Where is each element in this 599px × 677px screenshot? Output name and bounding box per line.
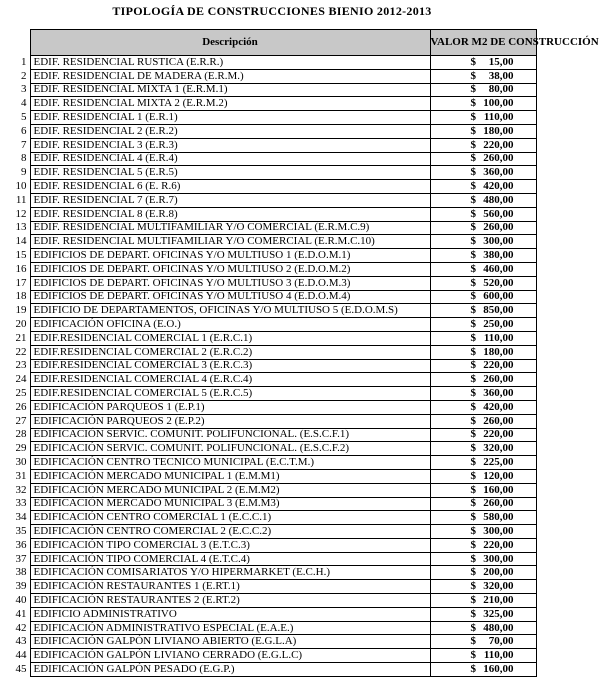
row-number: 45: [15, 662, 27, 675]
row-number: 29: [15, 442, 27, 455]
table-row: [0, 621, 536, 635]
table-row: [0, 469, 536, 483]
row-value-cell: [430, 635, 536, 649]
table-row: [0, 193, 536, 207]
currency-symbol: $: [470, 221, 476, 234]
table-row: [0, 428, 536, 442]
row-value-cell: [430, 400, 536, 414]
row-description: EDIFICACIÓN MERCADO MUNICIPAL 1 (E.M.M1): [30, 469, 430, 483]
currency-symbol: $: [470, 566, 476, 579]
currency-symbol: $: [470, 621, 476, 634]
row-description: EDIFICIOS DE DEPART. OFICINAS Y/O MULTIUSO 3 (E.D.O.M.3): [30, 276, 430, 290]
row-number: 23: [15, 359, 27, 372]
row-number: 7: [21, 138, 27, 151]
document-title: TIPOLOGÍA DE CONSTRUCCIONES BIENIO 2012-2013: [112, 4, 432, 18]
row-description: EDIF. RESIDENCIAL 7 (E.R.7): [30, 193, 430, 207]
row-value: 325,00: [483, 607, 514, 620]
currency-symbol: $: [470, 414, 476, 427]
row-description: EDIFICACIÓN PARQUEOS 2 (E.P.2): [30, 414, 430, 428]
row-value: 480,00: [483, 621, 514, 634]
currency-symbol: $: [470, 635, 476, 648]
row-number: 33: [15, 497, 27, 510]
table-row: [0, 607, 536, 621]
row-value: 220,00: [483, 359, 514, 372]
row-value: 260,00: [483, 414, 514, 427]
row-value: 220,00: [483, 138, 514, 151]
row-number: 10: [15, 180, 27, 193]
table-row: [0, 414, 536, 428]
row-value-cell: [430, 456, 536, 470]
table-row: [0, 304, 536, 318]
row-number: 36: [15, 538, 27, 551]
table-row: [0, 580, 536, 594]
currency-symbol: $: [470, 276, 476, 289]
currency-symbol: $: [470, 124, 476, 137]
currency-symbol: $: [470, 428, 476, 441]
row-description: EDIFICIOS DE DEPART. OFICINAS Y/O MULTIUSO 1 (E.D.O.M.1): [30, 249, 430, 263]
row-description: EDIF. RESIDENCIAL 3 (E.R.3): [30, 138, 430, 152]
row-value-cell: [430, 152, 536, 166]
row-value: 210,00: [483, 593, 514, 606]
row-value: 38,00: [488, 69, 514, 82]
row-value: 420,00: [483, 180, 514, 193]
row-number: 5: [21, 111, 27, 124]
row-description: EDIFICACIÓN CENTRO TECNICO MUNICIPAL (E.C.T.M.): [30, 456, 430, 470]
table-row: [0, 387, 536, 401]
row-value: 260,00: [483, 221, 514, 234]
row-number: 18: [15, 290, 27, 303]
table-row: [0, 152, 536, 166]
row-value: 600,00: [483, 290, 514, 303]
table-row: [0, 207, 536, 221]
row-description: EDIF.RESIDENCIAL COMERCIAL 2 (E.R.C.2): [30, 345, 430, 359]
row-number: 19: [15, 304, 27, 317]
row-description: EDIFICACIÓN RESTAURANTES 1 (E.RT.1): [30, 580, 430, 594]
row-description: EDIF. RESIDENCIAL MULTIFAMILIAR Y/O COMERCIAL (E.R.M.C.10): [30, 235, 430, 249]
row-description: EDIF. RESIDENCIAL 2 (E.R.2): [30, 124, 430, 138]
row-description: EDIFICACIÓN SERVIC. COMUNIT. POLIFUNCIONAL. (E.S.C.F.1): [30, 428, 430, 442]
currency-symbol: $: [470, 580, 476, 593]
row-value: 15,00: [488, 55, 514, 68]
row-number: 41: [15, 607, 27, 620]
row-value: 200,00: [483, 566, 514, 579]
row-description: EDIF. RESIDENCIAL MULTIFAMILIAR Y/O COMERCIAL (E.R.M.C.9): [30, 221, 430, 235]
row-description: EDIF. RESIDENCIAL MIXTA 2 (E.R.M.2): [30, 97, 430, 111]
row-value: 320,00: [483, 442, 514, 455]
row-value: 80,00: [488, 83, 514, 96]
row-value-cell: [430, 359, 536, 373]
row-value: 160,00: [483, 662, 514, 675]
row-description: EDIFICACIÓN OFICINA (E.O.): [30, 318, 430, 332]
row-value: 520,00: [483, 276, 514, 289]
row-value: 70,00: [488, 635, 514, 648]
row-value-cell: [430, 525, 536, 539]
row-number: 39: [15, 580, 27, 593]
table-row: [0, 456, 536, 470]
row-description: EDIFICACIÓN GALPÓN LIVIANO CERRADO (E.G.L.C): [30, 649, 430, 663]
row-description: EDIFICIOS DE DEPART. OFICINAS Y/O MULTIUSO 2 (E.D.O.M.2): [30, 262, 430, 276]
table-row: [0, 442, 536, 456]
row-value: 225,00: [483, 456, 514, 468]
currency-symbol: $: [470, 511, 476, 524]
row-value-cell: [430, 387, 536, 401]
row-number: 13: [15, 221, 27, 234]
row-value: 360,00: [483, 387, 514, 400]
currency-symbol: $: [470, 497, 476, 510]
row-value-cell: [430, 594, 536, 608]
table-row: [0, 373, 536, 387]
row-value-cell: [430, 166, 536, 180]
row-number-header: [0, 30, 30, 56]
row-description: EDIFICACIÓN MERCADO MUNICIPAL 3 (E.M.M3): [30, 497, 430, 511]
row-value-cell: [430, 111, 536, 125]
table-row: [0, 663, 536, 677]
row-number: 14: [15, 235, 27, 248]
table-row: [0, 290, 536, 304]
row-description: EDIFICACIÓN PARQUEOS 1 (E.P.1): [30, 400, 430, 414]
row-number: 22: [15, 345, 27, 358]
row-description: EDIF. RESIDENCIAL RUSTICA (E.R.R.): [30, 56, 430, 70]
row-value-cell: [430, 69, 536, 83]
row-description: EDIF.RESIDENCIAL COMERCIAL 3 (E.R.C.3): [30, 359, 430, 373]
currency-symbol: $: [470, 483, 476, 496]
table-row: [0, 345, 536, 359]
table-row: [0, 221, 536, 235]
table-row: [0, 649, 536, 663]
row-value: 320,00: [483, 580, 514, 593]
row-value-cell: [430, 469, 536, 483]
row-description: EDIFICACIÓN CENTRO COMERCIAL 1 (E.C.C.1): [30, 511, 430, 525]
table-row: [0, 594, 536, 608]
row-number: 34: [15, 511, 27, 524]
row-value-cell: [430, 276, 536, 290]
row-description: EDIFICIO DE DEPARTAMENTOS, OFICINAS Y/O MULTIUSO 5 (E.D.O.M.S): [30, 304, 430, 318]
currency-symbol: $: [470, 69, 476, 82]
row-value: 120,00: [483, 469, 514, 482]
row-value-cell: [430, 304, 536, 318]
row-value-cell: [430, 97, 536, 111]
table-row: [0, 166, 536, 180]
row-value-cell: [430, 538, 536, 552]
currency-symbol: $: [470, 456, 476, 468]
row-value: 850,00: [483, 304, 514, 317]
row-description: EDIF. RESIDENCIAL DE MADERA (E.R.M.): [30, 69, 430, 83]
currency-symbol: $: [470, 152, 476, 165]
row-value-cell: [430, 497, 536, 511]
row-number: 9: [21, 166, 27, 179]
description-column-header: Descripción: [30, 30, 430, 56]
row-number: 11: [15, 193, 27, 206]
table-row: [0, 552, 536, 566]
row-value: 300,00: [483, 235, 514, 248]
row-value-cell: [430, 511, 536, 525]
row-number: 16: [15, 262, 27, 275]
table-row: [0, 331, 536, 345]
table-body: [0, 56, 536, 677]
row-description: EDIFICACIÓN SERVIC. COMUNIT. POLIFUNCIONAL. (E.S.C.F.2): [30, 442, 430, 456]
row-description: EDIF. RESIDENCIAL 5 (E.R.5): [30, 166, 430, 180]
row-number: 42: [15, 621, 27, 634]
table-row: [0, 525, 536, 539]
row-value-cell: [430, 290, 536, 304]
row-number: 1: [21, 55, 27, 68]
table-row: [0, 483, 536, 497]
row-value-cell: [430, 138, 536, 152]
row-value: 300,00: [483, 524, 514, 537]
row-value: 110,00: [483, 331, 514, 344]
row-number: 26: [15, 400, 27, 413]
row-value: 260,00: [483, 152, 514, 165]
currency-symbol: $: [470, 318, 476, 331]
row-value-cell: [430, 373, 536, 387]
currency-symbol: $: [470, 235, 476, 248]
row-value-cell: [430, 124, 536, 138]
row-value-cell: [430, 663, 536, 677]
row-value: 180,00: [483, 124, 514, 137]
row-value: 220,00: [483, 428, 514, 441]
row-value: 380,00: [483, 249, 514, 262]
row-number: 38: [15, 566, 27, 579]
row-number: 4: [21, 97, 27, 110]
table-row: [0, 124, 536, 138]
row-value: 160,00: [483, 483, 514, 496]
row-number: 43: [15, 635, 27, 648]
row-number: 27: [15, 414, 27, 427]
value-column-header: VALOR M2 DE CONSTRUCCIÓN: [430, 30, 536, 56]
currency-symbol: $: [470, 387, 476, 400]
table-row: [0, 111, 536, 125]
row-value-cell: [430, 607, 536, 621]
currency-symbol: $: [470, 649, 476, 662]
currency-symbol: $: [470, 373, 476, 386]
row-value: 360,00: [483, 166, 514, 179]
currency-symbol: $: [470, 55, 476, 68]
currency-symbol: $: [470, 662, 476, 675]
row-value: 110,00: [483, 111, 514, 124]
currency-symbol: $: [470, 138, 476, 151]
row-number: 44: [15, 649, 27, 662]
currency-symbol: $: [470, 249, 476, 262]
row-number: 6: [21, 124, 27, 137]
row-description: EDIF. RESIDENCIAL MIXTA 1 (E.R.M.1): [30, 83, 430, 97]
row-description: EDIFICIOS DE DEPART. OFICINAS Y/O MULTIUSO 4 (E.D.O.M.4): [30, 290, 430, 304]
currency-symbol: $: [470, 538, 476, 551]
currency-symbol: $: [470, 552, 476, 565]
row-value-cell: [430, 83, 536, 97]
table-row: [0, 262, 536, 276]
currency-symbol: $: [470, 193, 476, 206]
row-number: 21: [15, 331, 27, 344]
construction-types-table: [0, 29, 599, 677]
table-row: [0, 511, 536, 525]
table-row: [0, 497, 536, 511]
currency-symbol: $: [470, 607, 476, 620]
row-description: EDIFICACIÓN RESTAURANTES 2 (E.RT.2): [30, 594, 430, 608]
row-description: EDIFICACIÓN GALPÓN PESADO (E.G.P.): [30, 663, 430, 677]
table-row: [0, 566, 536, 580]
currency-symbol: $: [470, 345, 476, 358]
row-description: EDIF. RESIDENCIAL 6 (E. R.6): [30, 180, 430, 194]
table-row: [0, 635, 536, 649]
row-number: 2: [21, 69, 27, 82]
row-value-cell: [430, 318, 536, 332]
currency-symbol: $: [470, 262, 476, 275]
row-number: 31: [15, 469, 27, 482]
currency-symbol: $: [470, 83, 476, 96]
row-value-cell: [430, 331, 536, 345]
row-number: 25: [15, 387, 27, 400]
currency-symbol: $: [470, 207, 476, 220]
table-row: [0, 400, 536, 414]
row-number: 37: [15, 552, 27, 565]
row-description: EDIFICACIÓN CENTRO COMERCIAL 2 (E.C.C.2): [30, 525, 430, 539]
row-description: EDIFICACIÓN TIPO COMERCIAL 4 (E.T.C.4): [30, 552, 430, 566]
currency-symbol: $: [470, 469, 476, 482]
currency-symbol: $: [470, 593, 476, 606]
row-value-cell: [430, 649, 536, 663]
row-value-cell: [430, 621, 536, 635]
table-row: [0, 276, 536, 290]
row-description: EDIFICACIÓN TIPO COMERCIAL 3 (E.T.C.3): [30, 538, 430, 552]
table-row: [0, 69, 536, 83]
row-number: 40: [15, 593, 27, 606]
row-description: EDIFICACIÓN ADMINISTRATIVO ESPECIAL (E.A.E.): [30, 621, 430, 635]
row-number: 24: [15, 373, 27, 386]
row-value: 460,00: [483, 262, 514, 275]
row-value-cell: [430, 235, 536, 249]
row-number: 20: [15, 318, 27, 331]
row-value-cell: [430, 56, 536, 70]
row-value: 100,00: [483, 97, 514, 110]
row-description: EDIF.RESIDENCIAL COMERCIAL 5 (E.R.C.5): [30, 387, 430, 401]
row-value-cell: [430, 193, 536, 207]
row-description: EDIFICACIÓN GALPÓN LIVIANO ABIERTO (E.G.L.A): [30, 635, 430, 649]
row-value: 110,00: [483, 649, 514, 662]
currency-symbol: $: [470, 331, 476, 344]
currency-symbol: $: [470, 442, 476, 455]
row-description: EDIF.RESIDENCIAL COMERCIAL 4 (E.R.C.4): [30, 373, 430, 387]
currency-symbol: $: [470, 97, 476, 110]
row-number: 15: [15, 249, 27, 262]
row-value: 220,00: [483, 538, 514, 551]
row-number: 35: [15, 524, 27, 537]
row-number: 8: [21, 152, 27, 165]
row-value: 260,00: [483, 373, 514, 386]
row-value: 420,00: [483, 400, 514, 413]
currency-symbol: $: [470, 400, 476, 413]
currency-symbol: $: [470, 304, 476, 317]
row-description: EDIFICACIÓN MERCADO MUNICIPAL 2 (E.M.M2): [30, 483, 430, 497]
row-value-cell: [430, 566, 536, 580]
currency-symbol: $: [470, 111, 476, 124]
row-value-cell: [430, 414, 536, 428]
row-description: EDIF. RESIDENCIAL 8 (E.R.8): [30, 207, 430, 221]
row-value-cell: [430, 428, 536, 442]
row-description: EDIFICACIÓN COMISARIATOS Y/O HIPERMARKET (E.C.H.): [30, 566, 430, 580]
row-value-cell: [430, 345, 536, 359]
table-row: [0, 180, 536, 194]
table-row: [0, 235, 536, 249]
table-row: [0, 249, 536, 263]
row-value: 300,00: [483, 552, 514, 565]
row-number: 3: [21, 83, 27, 96]
row-description: EDIF. RESIDENCIAL 1 (E.R.1): [30, 111, 430, 125]
row-value-cell: [430, 483, 536, 497]
currency-symbol: $: [470, 359, 476, 372]
row-number: 32: [15, 483, 27, 496]
row-value: 260,00: [483, 497, 514, 510]
row-value-cell: [430, 580, 536, 594]
row-value-cell: [430, 262, 536, 276]
row-value: 250,00: [483, 318, 514, 331]
row-description: EDIF. RESIDENCIAL 4 (E.R.4): [30, 152, 430, 166]
row-number: 17: [15, 276, 27, 289]
table-row: [0, 318, 536, 332]
row-value-cell: [430, 552, 536, 566]
row-value: 560,00: [483, 207, 514, 220]
row-value: 580,00: [483, 511, 514, 524]
row-number: 12: [15, 207, 27, 220]
table-row: [0, 138, 536, 152]
row-description: EDIF.RESIDENCIAL COMERCIAL 1 (E.R.C.1): [30, 331, 430, 345]
table-row: [0, 97, 536, 111]
row-value-cell: [430, 180, 536, 194]
table-header-row: [0, 30, 536, 56]
row-value: 180,00: [483, 345, 514, 358]
currency-symbol: $: [470, 166, 476, 179]
currency-symbol: $: [470, 290, 476, 303]
table-row: [0, 56, 536, 70]
row-value-cell: [430, 442, 536, 456]
table-row: [0, 538, 536, 552]
row-number: 30: [15, 456, 27, 468]
table-row: [0, 83, 536, 97]
row-value: 480,00: [483, 193, 514, 206]
currency-symbol: $: [470, 524, 476, 537]
row-value-cell: [430, 221, 536, 235]
row-description: EDIFICIO ADMINISTRATIVO: [30, 607, 430, 621]
row-value-cell: [430, 207, 536, 221]
table-row: [0, 359, 536, 373]
row-number: 28: [15, 428, 27, 441]
row-value-cell: [430, 249, 536, 263]
currency-symbol: $: [470, 180, 476, 193]
